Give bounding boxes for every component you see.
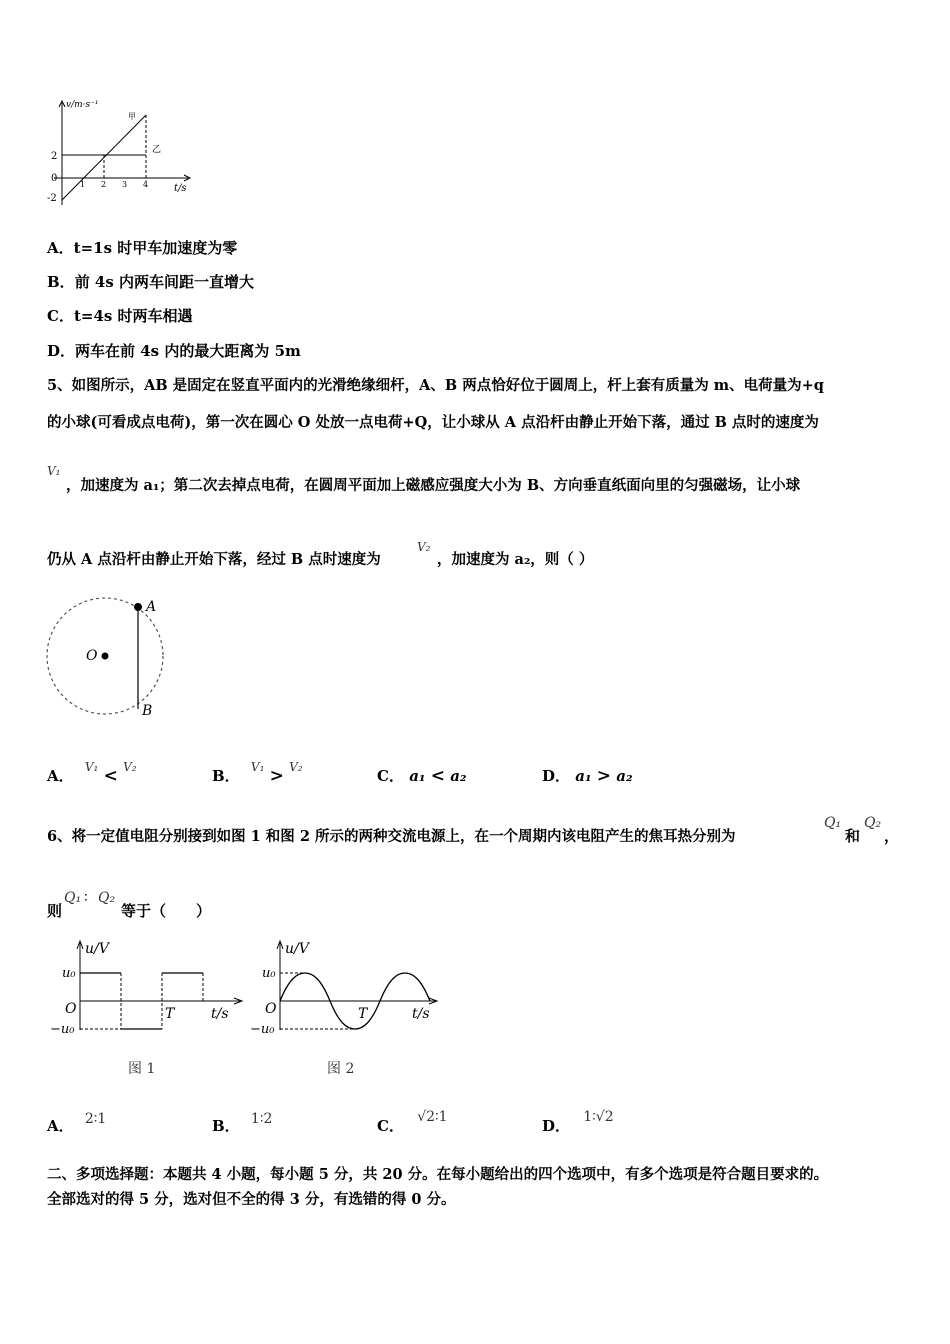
option-left: a₁: [409, 767, 426, 785]
section2-line2: 全部选对的得 5 分，选对但不全的得 3 分，有选错的得 0 分。: [47, 1191, 456, 1208]
option-op: >: [596, 766, 612, 786]
vt-yi-label: 乙: [152, 145, 162, 155]
fig2-T: T: [358, 1006, 368, 1022]
option-text: 两车在前 4s 内的最大距离为 5m: [75, 342, 301, 360]
vt-xtick: 4: [143, 180, 149, 189]
option-letter: C．: [47, 307, 74, 325]
q6-figure-2: [245, 935, 445, 1085]
vt-ytick: -2: [47, 193, 57, 204]
q5-option-c: [377, 765, 467, 786]
option-value: 1∶2: [250, 1111, 273, 1127]
q5-line3: ，加速度为 a₁；第二次去掉点电荷，在圆周平面加上磁感应强度大小为 B、方向垂直纸面向里的匀强磁场，让小球: [66, 477, 801, 494]
q6-option-c: [377, 1109, 448, 1136]
fig2-caption: 图 2: [327, 1061, 355, 1077]
option-letter: B．: [47, 273, 75, 291]
q5-option-a: [47, 760, 137, 786]
q6-line1: 6、将一定值电阻分别接到如图 1 和图 2 所示的两种交流电源上，在一个周期内该电阻产生的焦耳热分别为: [47, 828, 736, 845]
q6-ratio-q2: Q₂: [98, 890, 116, 906]
option-text: t=4s 时两车相遇: [73, 307, 193, 325]
q5-line4a: 仍从 A 点沿杆由静止开始下落，经过 B 点时速度为: [47, 551, 381, 568]
fig2-axis-u: u/V: [285, 941, 309, 957]
vt-ytick: 0: [51, 173, 58, 184]
q6-ratio-q1: Q₁: [64, 890, 82, 906]
option-letter: A．: [47, 1117, 74, 1135]
option-letter: A．: [47, 239, 74, 257]
option-letter: B．: [212, 767, 240, 785]
option-text: t=1s 时甲车加速度为零: [73, 239, 238, 257]
vt-jia-label: 甲: [128, 112, 136, 121]
label-o: O: [86, 648, 98, 664]
q4-option-c: [47, 305, 193, 326]
q6-then: 则: [47, 902, 63, 920]
option-op: >: [269, 766, 284, 786]
fig1-neg-u0: −u₀: [50, 1022, 75, 1037]
label-a: A: [146, 599, 157, 615]
fig1-axis-u: u/V: [85, 941, 109, 957]
vt-ytick: 2: [51, 151, 58, 162]
fig2-u0: u₀: [262, 966, 276, 981]
vt-x-label: t/s: [174, 183, 187, 194]
option-op: <: [103, 766, 118, 786]
q5-line2: 的小球(可看成点电荷)，第一次在圆心 O 处放一点电荷+Q，让小球从 A 点沿杆由静止开始下落，通过 B 点时的速度为: [47, 414, 819, 431]
q5-option-b: [212, 760, 303, 786]
option-value: √2∶1: [417, 1109, 448, 1125]
label-b: B: [142, 703, 153, 719]
q6-ratio-sep: ∶: [84, 890, 88, 906]
option-right: a₂: [616, 767, 633, 785]
q6-option-a: [47, 1111, 107, 1136]
q4-option-d: [47, 340, 301, 361]
option-value: 1∶√2: [583, 1109, 614, 1125]
section2-line1: 二、多项选择题：本题共 4 小题，每小题 5 分，共 20 分。在每小题给出的四个选项中，有多个选项是符合题目要求的。: [47, 1166, 829, 1183]
option-left: a₁: [575, 767, 592, 785]
option-letter: D．: [542, 1117, 571, 1135]
q5-v2-symbol: V₂: [417, 540, 431, 554]
option-value: 2∶1: [84, 1111, 107, 1127]
q4-option-a: [47, 237, 237, 258]
fig2-t: t/s: [412, 1006, 430, 1022]
q4-option-b: [47, 271, 254, 292]
center-o: [102, 653, 109, 660]
fig1-caption: 图 1: [128, 1061, 156, 1077]
option-letter: B．: [212, 1117, 240, 1135]
fig2-origin: O: [265, 1001, 277, 1017]
vt-y-label: v/m·s⁻¹: [66, 100, 99, 110]
fig1-u0: u₀: [62, 966, 76, 981]
option-right: a₂: [450, 767, 467, 785]
q5-option-d: [542, 765, 633, 786]
q6-equals: 等于（ ）: [121, 902, 212, 920]
fig1-T: T: [165, 1006, 175, 1022]
option-left: V₁: [250, 760, 265, 774]
option-text: 前 4s 内两车间距一直增大: [74, 273, 255, 291]
option-letter: D．: [47, 342, 76, 360]
q5-circle-figure: [40, 592, 180, 722]
q6-and: 和: [845, 827, 861, 845]
option-letter: D．: [542, 767, 571, 785]
vt-xtick: 2: [101, 180, 107, 189]
q5-line1: 5、如图所示，AB 是固定在竖直平面内的光滑绝缘细杆，A、B 两点恰好位于圆周上，杆上套有质量为 m、电荷量为+q: [47, 377, 824, 394]
option-letter: A．: [47, 767, 74, 785]
option-right: V₂: [123, 760, 137, 774]
q5-v1-symbol: V₁: [47, 464, 61, 478]
q6-option-b: [212, 1111, 273, 1136]
option-right: V₂: [289, 760, 303, 774]
q6-q2-symbol: Q₂: [864, 815, 882, 831]
q6-q1-symbol: Q₁: [824, 815, 842, 831]
vt-xtick: 1: [80, 180, 86, 189]
option-letter: C．: [377, 1117, 404, 1135]
option-op: <: [430, 766, 445, 786]
vt-graph: [40, 95, 200, 210]
q6-comma: ，: [884, 827, 900, 845]
fig2-neg-u0: −u₀: [250, 1022, 275, 1037]
point-a: [134, 603, 142, 611]
q5-line4b: ，加速度为 a₂，则（ ）: [437, 551, 594, 568]
option-letter: C．: [377, 767, 404, 785]
fig1-origin: O: [65, 1001, 77, 1017]
q6-option-d: [542, 1109, 614, 1136]
fig1-t: t/s: [211, 1006, 229, 1022]
q6-figure-1: [45, 935, 245, 1085]
vt-xtick: 3: [122, 180, 128, 189]
option-left: V₁: [84, 760, 99, 774]
